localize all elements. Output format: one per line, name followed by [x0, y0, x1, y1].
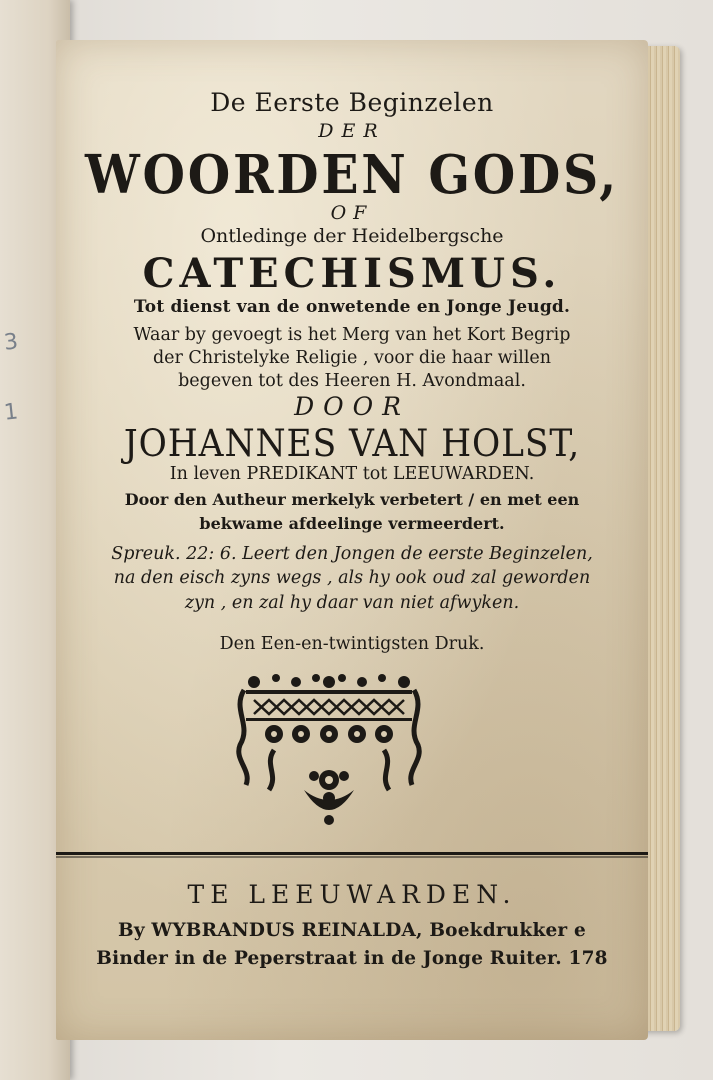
title-page	[56, 40, 648, 1040]
subtitle: Ontledinge der Heidelbergsche	[200, 225, 504, 247]
quote-line-1: Spreuk. 22: 6. Leert den Jongen de eerste Beginzelen,	[111, 544, 593, 564]
printer-line-2: Binder in de Peperstraat in de Jonge Ruiter. 178	[96, 948, 608, 969]
main-title: WOORDEN GODS,	[85, 144, 619, 206]
pencil-mark: 3	[2, 329, 20, 356]
revision-line-1: Door den Autheur merkelyk verbetert / en met een	[124, 490, 580, 509]
description-line-2: der Christelyke Religie , voor die haar willen	[152, 348, 552, 368]
edition: Den Een-en-twintigsten Druk.	[219, 634, 485, 654]
printer-line-1: By WYBRANDUS REINALDA, Boekdrukker e	[117, 920, 586, 941]
imprint-place: TE LEEUWARDEN.	[187, 880, 517, 909]
description-line-3: begeven tot des Heeren H. Avondmaal.	[178, 371, 526, 391]
quote-line-2: na den eisch zyns wegs , als hy ook oud zal geworden	[113, 568, 591, 588]
revision-line-2: bekwame afdeelinge vermeerdert.	[199, 514, 505, 533]
quote-line-3: zyn , en zal hy daar van niet afwyken.	[184, 593, 520, 613]
catechismus-title: CATECHISMUS.	[142, 250, 562, 297]
pencil-mark: 1	[2, 399, 20, 426]
title-of: OF	[330, 202, 374, 224]
horizontal-rule	[56, 852, 648, 858]
author-role: In leven PREDIKANT tot LEEUWARDEN.	[169, 464, 535, 484]
blackletter-line: Tot dienst van de onwetende en Jonge Jeugd.	[133, 297, 571, 317]
description-line-1: Waar by gevoegt is het Merg van het Kort Begrip	[133, 325, 571, 345]
printers-ornament-icon	[234, 670, 424, 830]
door-label: DOOR	[294, 392, 410, 421]
title-line-2: DER	[318, 120, 386, 142]
title-line-1: De Eerste Beginzelen	[210, 88, 494, 117]
author-name: JOHANNES VAN HOLST,	[123, 422, 581, 465]
